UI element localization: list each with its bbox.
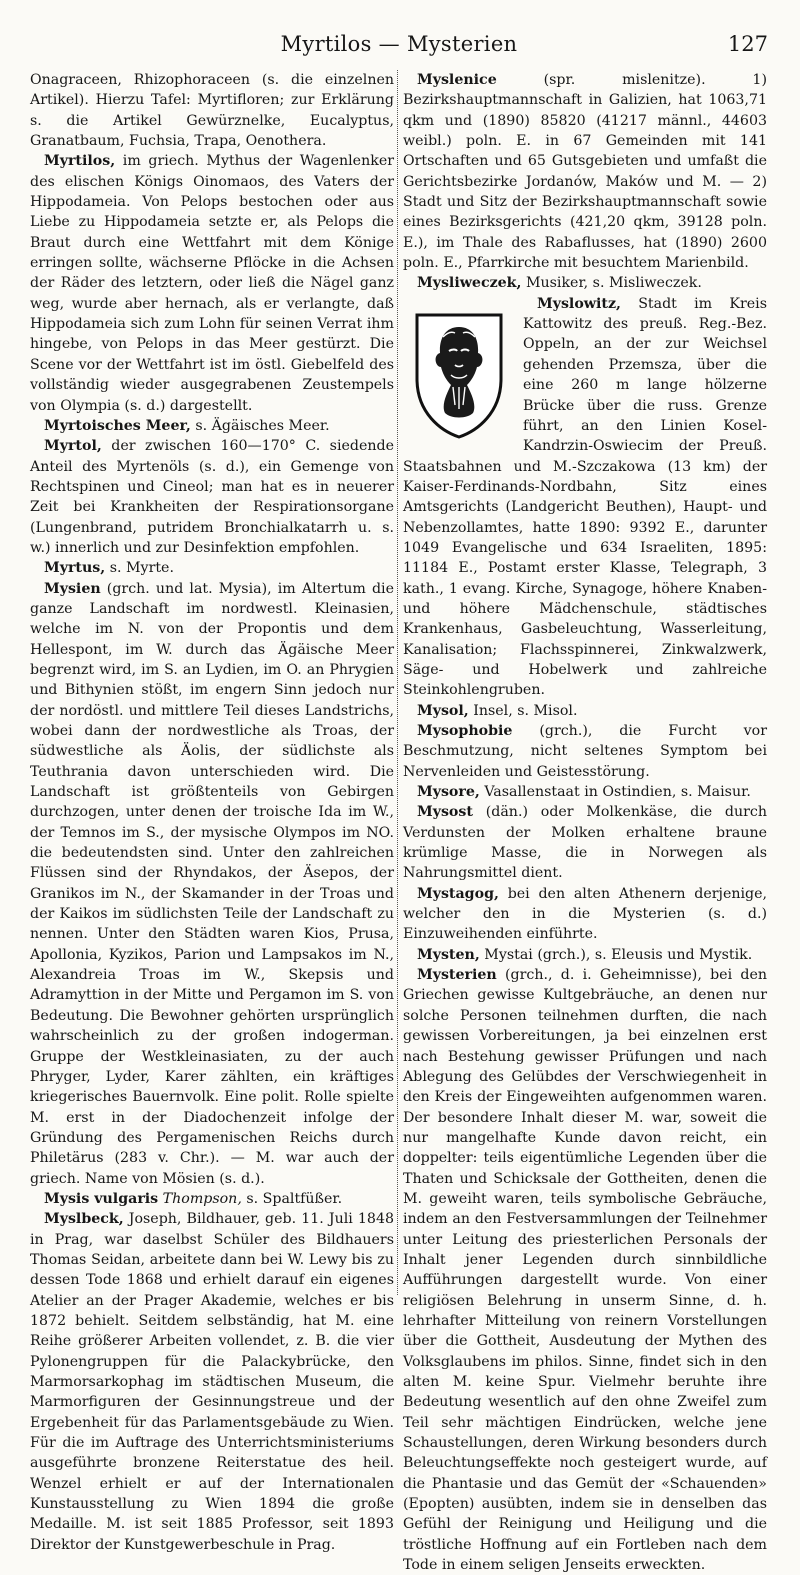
right-column (403, 70, 767, 1575)
entry-text: Vasallenstaat in Ostindien, s. Maisur. (479, 784, 751, 801)
coat-of-arms-figure (403, 300, 515, 450)
author-name: Thompson, (158, 1190, 242, 1207)
entry-text: (grch. und lat. Mysia), im Altertum die ganze Landschaft im nordwestl. Kleinasien, welche im N. von der Propontis und dem Hellespont, im W. durch das Ägäische Meer begrenzt wird, im S. an Lydien, im O. an Phrygien und Bithynien stößt, im engern Sinn jedoch nur der nordöstl. und mittlere Teil dieses Landstrichs, wobei dann der nordwestliche als Troas, der südwestliche als Äolis, der südlichste als Teuthrania davon unterschieden wird. Die Landschaft ist größtenteils von Gebirgen durchzogen, unter denen der troische Ida im W., der Temnos im S., der mysische Olympos im NO. die bedeutendsten sind. Unter den zahlreichen Flüssen sind der Rhyndakos, der Äsepos, der Granikos im N., der Skamander in der Troas und der Kaikos im südlichsten Teile der Landschaft zu nennen. Unter den Städten waren Kios, Prusa, Apollonia, Kyzikos, Parion und Lampsakos im N., Alexandreia Troas im W., Skepsis und Adramyttion in der Mitte und Pergamon im S. von Bedeutung. Die Bewohner gehörten ursprünglich wahrscheinlich zu der großen indogerman. Gruppe der Westkleinasiaten, zu der auch Phryger, Lyder, Karer zählten, ein kräftiges kriegerisches Bauernvolk. Eine polit. Rolle spielte M. erst in der Diadochenzeit infolge der Gründung des Pergamenischen Reichs durch Philetärus (283 v. Chr.). — M. war auch der griech. Name von Mösien (s. d.). (30, 580, 394, 1187)
lemma: Mystagog, (417, 885, 499, 902)
entry-text: (dän.) oder Molkenkäse, die durch Verdunsten der Molken erhaltene braune krümlige Masse, die in Norwegen als Nahrungsmittel dient. (403, 804, 767, 882)
entry-mystagog (403, 884, 767, 945)
lemma: Myslowitz, (537, 295, 621, 312)
entry-myrtus (30, 558, 394, 578)
entry-mysliweczek (403, 273, 767, 293)
lemma: Myslbeck, (44, 1211, 124, 1228)
entry-mysien (30, 579, 394, 1189)
entry-text: s. Ägäisches Meer. (190, 417, 330, 434)
entry-text: (grch., d. i. Geheimnisse), bei den Griechen gewisse Kultgebräuche, an denen nur solche Personen teilnehmen durften, die nach gewissen Vorbereitungen, ja bei einzelnen erst nach Bestehung gewisser Prüfungen und nach Ablegung des Gelübdes der Verschwiegenheit in den Kreis der Eingeweihten aufgenommen waren. Der besondere Inhalt dieser M. war, soweit die nur mangelhafte Kunde davon reicht, ein doppelter: teils eigentümliche Legenden über die Thaten und Schicksale der Gottheiten, denen die M. geweiht waren, teils symbolische Gebräuche, indem an den Festversammlungen der Teilnehmer unter Leitung des priesterlichen Personals der Inhalt jener Legenden durch sinnbildliche Aufführungen dargestellt wurde. Von einer religiösen Belehrung in unserm Sinne, d. h. lehrhafter Mitteilung von reinern Vorstellungen über die Gottheit, Ausdeutung der Mythen des Volksglaubens im philos. Sinne, findet sich in den alten M. keine Spur. Vielmehr beruhte ihre Bedeutung wesentlich auf den ohne Zweifel zum Teil sehr mächtigen Eindrücken, welche jene Schaustellungen, deren Wirkung besonders durch Beleuchtungseffekte noch gesteigert wurde, auf die Phantasie und das Gemüt der «Schauenden» (Epopten) ausübten, indem sie in denselben das Gefühl der Reinigung und Heiligung und die tröstliche Hoffnung auf ein Fortleben nach dem Tode in einem seligen Jenseits erweckten. (403, 967, 767, 1574)
entry-myslbeck (30, 1209, 394, 1555)
left-column (30, 70, 394, 1555)
running-title: Myrtilos — Mysterien (280, 32, 518, 56)
entry-text: Mystai (grch.), s. Eleusis und Mystik. (479, 946, 753, 963)
page-header (30, 32, 768, 62)
lemma: Myrtoisches Meer, (44, 417, 191, 434)
entry-text: (spr. mislenitze). 1) Bezirkshauptmannschaft in Galizien, hat 1063,71 qkm und (1890) 85820 (41217 männl., 44603 weibl.) poln. E. in 67 Gemeinden mit 141 Ortschaften und 65 Gutsgebieten und umfaßt die Gerichtsbezirke Jordanów, Maków und M. — 2) Stadt und Sitz der Bezirkshauptmannschaft sowie eines Bezirksgerichts (421,20 qkm, 39128 poln. E.), im Thale des Rabaflusses, hat (1890) 2600 poln. E., Pfarrkirche mit besuchtem Marienbild. (403, 72, 767, 272)
lemma: Mysliweczek, (417, 275, 522, 292)
lemma: Mysien (44, 580, 101, 597)
lemma: Mysophobie (417, 723, 513, 739)
entry-mysophobie (403, 721, 767, 782)
lemma: Mysol, (417, 702, 469, 719)
lemma: Mysterien (417, 967, 497, 984)
entry-mysost (403, 802, 767, 883)
column-divider (397, 70, 398, 1295)
entry-myrtilos (30, 151, 394, 415)
entry-text: bei den alten Athenern derjenige, welcher den in die Mysterien (s. d.) Einzuweihenden einführte. (403, 885, 767, 943)
lemma: Mysore, (417, 784, 480, 801)
lemma: Mysis vulgaris (44, 1190, 159, 1207)
entry-mysterien (403, 965, 767, 1575)
lemma: Mysten, (417, 946, 480, 963)
page-number: 127 (727, 32, 768, 56)
entry-text: (grch.), die Furcht vor Beschmutzung, nicht seltenes Symptom bei Nervenleiden und Geistesstörung. (403, 723, 767, 780)
lemma: Myslenice (417, 72, 497, 88)
entry-text: Insel, s. Misol. (468, 702, 578, 719)
lemma: Mysost (417, 804, 473, 821)
entry-text: s. Myrte. (105, 560, 174, 577)
entry-myslenice (403, 70, 767, 273)
entry-text: Musiker, s. Misliweczek. (521, 275, 702, 292)
lemma: Myrtus, (44, 560, 106, 577)
entry-myrtol (30, 436, 394, 558)
entry-mysten (403, 945, 767, 965)
bearded-head-shield-icon (411, 309, 507, 441)
entry-text: s. Spaltfüßer. (241, 1190, 343, 1207)
entry-text: im griech. Mythus der Wagenlenker des elischen Königs Oinomaos, des Vaters der Hippodameia. Von Pelops bestochen oder aus Liebe zu Hippodameia setzte er, als Pelops die Braut durch eine Wettfahrt mit dem Könige erringen sollte, wächserne Pflöcke in die Achsen der Räder des letztern, oder ließ die Nägel ganz weg, wurde aber hernach, als er verlangte, daß Hippodameia sich zum Lohn für seinen Verrat ihm hingebe, von Pelops in das Meer gestürzt. Die Scene vor der Wettfahrt ist im östl. Giebelfeld des vollständig wieder ausgegrabenen Zeustempels von Olympia (s. d.) dargestellt. (30, 153, 394, 414)
intro-continuation: Onagraceen, Rhizophoraceen (s. die einzelnen Artikel). Hierzu Tafel: Myrtifloren; zur Erklärung s. die Artikel Gewürznelke, Eucalyptus, Granatbaum, Fuchsia, Trapa, Oenothera. (30, 72, 394, 150)
lemma: Myrtilos, (44, 153, 116, 170)
lemma: Myrtol, (44, 438, 102, 455)
entry-mysore (403, 782, 767, 802)
entry-text: Stadt im Kreis Kattowitz des preuß. Reg.-Bez. Oppeln, an der zur Weichsel gehenden Przemsza, über die eine 260 m lange hölzerne Brücke über die russ. Grenze führt, an den Linien Kosel-Kandrzin-Oswiecim der Preuß. Staatsbahnen und M.-Szczakowa (13 km) der Kaiser-Ferdinands-Nordbahn, Sitz eines Amtsgerichts (Landgericht Beuthen), Haupt- und Nebenzollamtes, hatte 1890: 9392 E., darunter 1049 Evangelische und 634 Israeliten, 1895: 11184 E., Postamt erster Klasse, Telegraph, 3 kath., 1 evang. Kirche, Synagoge, höhere Knaben- und höhere Mädchenschule, städtisches Krankenhaus, Gasbeleuchtung, Wasserleitung, Kanalisation; Flachsspinnerei, Zinkwalzwerk, Säge- und Hobelwerk und zahlreiche Steinkohlengruben. (403, 295, 767, 699)
entry-myslowitz (403, 294, 767, 701)
entry-myrtoisches-meer (30, 416, 394, 436)
entry-text: der zwischen 160—170° C. siedende Anteil des Myrtenöls (s. d.), ein Gemenge von Rechtspinen und Cineol; man hat es in neuerer Zeit bei Krankheiten der Respirationsorgane (Lungenbrand, putridem Bronchialkatarrh u. s. w.) innerlich und zur Desinfektion empfohlen. (30, 438, 394, 556)
entry-mysis-vulgaris (30, 1189, 394, 1209)
entry-mysol (403, 701, 767, 721)
entry-text: Joseph, Bildhauer, geb. 11. Juli 1848 in Prag, war daselbst Schüler des Bildhauers Thomas Seidan, arbeitete dann bei W. Lewy bis zu dessen Tode 1868 und erhielt darauf ein eigenes Atelier an der Prager Akademie, welches er bis 1872 behielt. Seitdem selbständig, hat M. eine Reihe größerer Arbeiten vollendet, z. B. die vier Pylonengruppen für die Palackybrücke, den Marmorsarkophag im städtischen Museum, die Marmorfiguren der Gesinnungstreue und der Ergebenheit für das Parlamentsgebäude zu Wien. Für die im Auftrage des Unterrichtsministeriums ausgeführte bronzene Reiterstatue des heil. Wenzel erhielt er auf der Internationalen Kunstausstellung zu Wien 1894 die große Medaille. M. ist seit 1885 Professor, seit 1893 Direktor der Kunstgewerbeschule in Prag. (30, 1211, 394, 1553)
